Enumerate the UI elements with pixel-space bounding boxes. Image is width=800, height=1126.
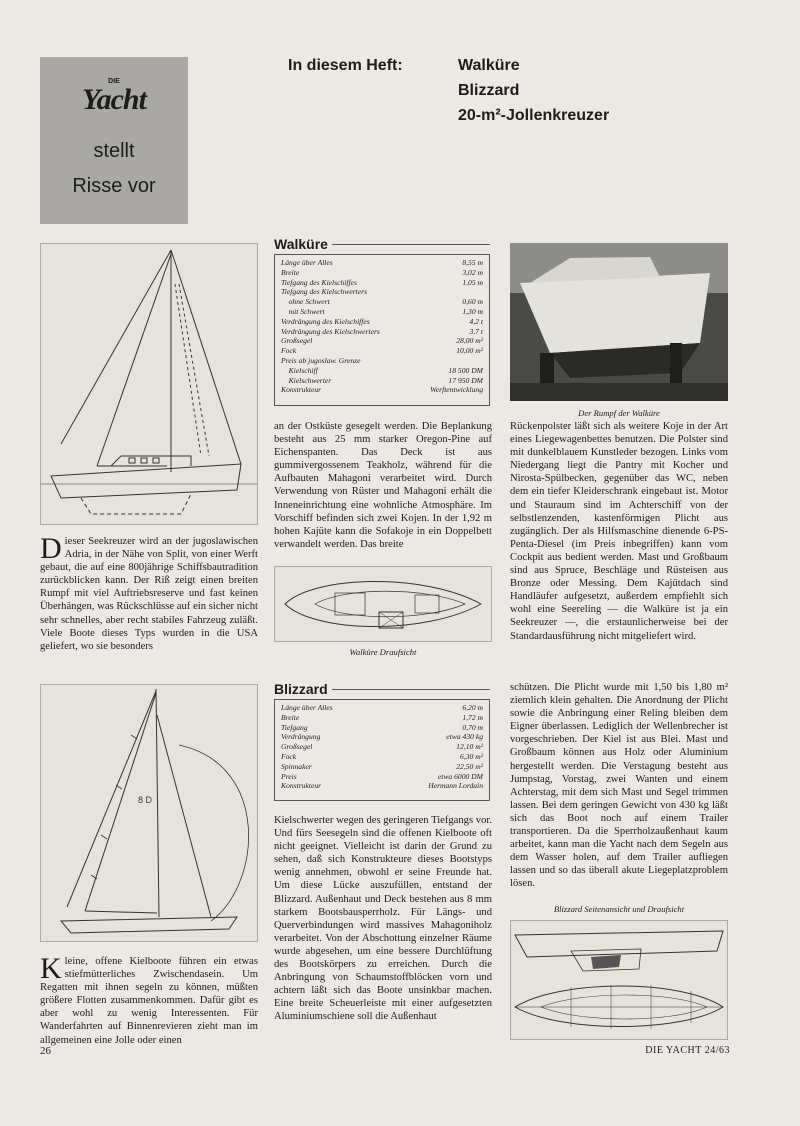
spec-label: Großsegel [281,336,313,346]
spec-label: Konstrukteur [281,385,322,395]
masthead-box [40,57,188,224]
spec-value: 12,10 m² [456,742,483,752]
walkure-col3-text: Rückenpolster läßt sich als weitere Koje in der Art eines Liegewagenbettes benutzen. Die Polster sind mit dunkelblauem Kunstleder bezogen. Links vom Niedergang liegt die Pantry mit Kocher und Nirosta-Spülbecken, gegenüber das WC, neben dem ein tiefer Kleiderschrank eingebaut ist. Motor und Stauraum sind im Achterschiff von der selbstlenzenden, kastenförmigen Plicht aus zugänglich. Der als Hilfsmaschine dienende 6-PS-Penta-Diesel (im Preis inbegriffen) kann vom Cockpit aus bedient werden. Mast und Großbaum sind aus Spruce, Beschläge und Rüsteisen aus Bronze oder Messing. Dem Kajütdach sind Handläufer aufgesetzt, außerdem empfiehlt sich wohl eine Seereling — die Walküre ist ja ein Seekreuzer —, die erstaunlicherweise bei der Standardausführung nicht mitgeliefert wird. [510,421,728,642]
spec-label: Spinnaker [281,761,312,771]
walkure-col2 [274,420,492,551]
spec-row [281,356,483,366]
yacht-logo: Yacht [82,83,146,116]
spec-row [281,732,483,742]
spec-row [281,366,483,376]
spec-value: 0,70 m [462,722,483,732]
walkure-col3 [510,420,728,643]
spec-value: etwa 6000 DM [437,771,483,781]
walkure-plan-caption: Walküre Draufsicht [349,647,417,657]
spec-value: 3,02 m [462,267,483,277]
spec-value: 1,30 m [462,306,483,316]
walkure-title: Walküre [274,236,328,252]
blizzard-side-top-drawing [511,921,727,1039]
spec-row [281,287,483,297]
blizzard-col1-text: leine, offene Kielboote führen ein etwas stiefmütterliches Zwischendasein. Um Regatten mit ihnen segeln zu können, müßten größere Flotten zusammenkommen. Dafür gibt es aber wohl zu wenig Interessenten. Für Wanderfahrten auf Binnenrevieren zieht man im allgemeinen eine Jolle oder einen [40,956,258,1046]
contents-item-3: 20-m²-Jollenkreuzer [458,107,610,124]
blizzard-title: Blizzard [274,681,328,697]
blizzard-col3 [510,681,728,891]
issue-label: DIE YACHT 24/63 [645,1045,730,1056]
sail-number: 8 D [138,795,153,805]
spec-value: 17 950 DM [448,375,483,385]
walkure-sailplan-drawing [41,244,257,524]
blizzard-heading [274,681,490,697]
spec-row [281,317,483,327]
hull-photo-image [510,243,728,401]
spec-row [281,742,483,752]
spec-value: 18 500 DM [448,365,483,375]
blizzard-col2 [274,814,492,1024]
blizzard-spec-table [274,699,490,801]
masthead-line1: stellt [93,140,135,162]
contents-label: In diesem Heft: [288,57,403,74]
spec-row [281,703,483,713]
spec-label: Preis [281,771,297,781]
spec-value: 0,60 m [462,297,483,307]
spec-row [281,268,483,278]
walkure-deck-plan [274,566,492,642]
blizzard-col2-text: Kielschwerter wegen des geringeren Tiefgangs vor. Und fürs Seesegeln sind die offenen Kielboote oft nicht geeignet. Vielleicht ist darin der Grund zu sehen, daß sich Konstrukteure dieses Bootstyps wenig annehmen, obwohl er seine Freunde hat. Um diese Lücke auszufüllen, entstand der Blizzard. Außenhaut und Deck bestehen aus 8 mm starkem Bootsbausperrholz. Für Längs- und Querverbindungen wird massives Mahagoniholz verarbeitet. Von der Abschottung einzelner Räume wurde abgesehen, um eine bessere Durchlüftung des Bootskörpers zu erreichen. Durch die Anbringung von Schaumstoffblöcken vorn und achtern läßt sich das Boote unsinkbar machen. Eine breite Scheuerleiste mit einer aufgesetzten Aluminiumschiene soll die Außenhaut [274,815,492,1023]
walkure-spec-table [274,254,490,406]
spec-value: 4,2 t [469,316,483,326]
blizzard-drawings [510,920,728,1040]
spec-row [281,713,483,723]
spec-value: 8,55 m [462,258,483,267]
spec-label: mit Schwert [281,306,325,316]
spec-label: Konstrukteur [281,781,322,791]
spec-value: 6,30 m² [460,751,483,761]
walkure-hull-photo [510,243,728,401]
spec-row [281,752,483,762]
spec-label: Länge über Alles [281,258,333,267]
walkure-col1-text: ieser Seekreuzer wird an der jugoslawischen Adria, in der Nähe von Split, von einer Werft gebaut, die auf eine 800jährige Schiffsbautradition zurückblicken kann. Der Riß zeigt einen breiten Rumpf mit viel Auftriebsreserve und fast keinen Überhängen, was Rückschlüsse auf ein sicher nicht sehr schnelles, aber recht stabiles Fahrzeug zuläßt. Viele Boote dieses Typs wurden in die USA geliefert, wo sie besonders [40,536,258,652]
spec-label: Verdrängung des Kielschiffes [281,316,370,326]
masthead-line2: Risse vor [72,175,156,197]
spec-row [281,723,483,733]
heading-rule [332,689,490,690]
spec-value: 10,00 m² [456,346,483,356]
walkure-heading [274,236,490,252]
spec-value: Werftentwicklung [430,385,483,395]
walkure-sail-plan [40,243,258,525]
spec-label: Fock [281,346,297,356]
spec-label: Tiefgang des Kielschiffes [281,277,357,287]
spec-label: Breite [281,267,300,277]
spec-label: Verdrängung des Kielschwerters [281,326,380,336]
spec-row [281,307,483,317]
page-number: 26 [40,1045,51,1057]
spec-row [281,385,483,395]
spec-label: ohne Schwert [281,297,330,307]
spec-label: Verdrängung [281,732,321,742]
walkure-col2-text: an der Ostküste gesegelt werden. Die Beplankung besteht aus 25 mm starker Oregon-Pine auf Eichenspanten. Das Deck ist aus gummivergossenem Teakholz, während für die Aufbauten Mahagoni verarbeitet wird. Durch Verwendung von Rüster und Mahagoni erhält die Inneneinrichtung eine wohnliche Atmosphäre. Im Vorschiff befinden sich zwei Kojen. In der 1,92 m hohen Kajüte kann die Sofakoje in ein Doppelbett verwandelt werden. Das breite [274,421,492,550]
spec-label: Länge über Alles [281,703,333,712]
spec-row [281,278,483,288]
blizzard-col3-text: schützen. Die Plicht wurde mit 1,50 bis 1,80 m² ziemlich klein gehalten. Die Anordnung der Plicht sowie die Anbringung einer Reling bleiben dem Eigner überlassen. Lediglich der Wellenbrecher ist vorgeschrieben. Der Kiel ist aus Blei. Mast und Großbaum können aus Holz oder Aluminium hergestellt werden. Die Verstagung besteht aus Jumpstag, Vorstag, zwei Wanten und einem Achterstag, mit dem sich Mast und Segel trimmen lassen. Bei dem geringen Gewicht von 430 kg läßt sich das Boot noch auf einem Trailer transportieren. Da die Sperrholzaußenhaut kaum arbeitet, kann man die Yacht nach dem Segeln aus dem Wasser holen, auf dem Trailer aufliegen lassen und so das überall akute Liegeplatzproblem lösen. [510,682,728,890]
spec-value: 1,05 m [462,277,483,287]
spec-label: Fock [281,751,297,761]
walkure-col1-paragraph [40,532,258,653]
heading-rule [332,244,490,245]
spec-row [281,772,483,782]
contents-item-2: Blizzard [458,82,520,99]
spec-label: Kielschiff [281,365,318,375]
spec-value: 6,20 m [462,703,483,712]
blizzard-col1 [40,952,258,1047]
contents-item-1: Walküre [458,57,520,74]
spec-label: Breite [281,712,300,722]
blizzard-sail-plan [40,684,258,942]
dropcap: D [40,532,62,565]
spec-row [281,297,483,307]
spec-label: Kielschwerter [281,375,332,385]
spec-value: 1,72 m [462,712,483,722]
blizzard-col1-paragraph [40,952,258,1047]
spec-value: Hermann Lordain [428,781,483,791]
spec-label: Preis ab jugoslaw. Grenze [281,355,361,365]
spec-value: 22,50 m² [456,761,483,771]
blizzard-fig-caption: Blizzard Seitenansicht und Draufsicht [553,904,685,914]
spec-label: Großsegel [281,742,313,752]
spec-row [281,762,483,772]
masthead-die: DIE [108,78,120,85]
walkure-photo-caption: Der Rumpf der Walküre [578,408,660,418]
spec-row [281,376,483,386]
spec-row [281,781,483,791]
walkure-col1 [40,532,258,653]
spec-value: 3,7 t [469,326,483,336]
spec-row [281,258,483,268]
spec-value: 28,00 m² [456,336,483,346]
spec-row [281,346,483,356]
dropcap: K [40,952,62,985]
spec-row [281,327,483,337]
spec-label: Tiefgang [281,722,308,732]
spec-row [281,336,483,346]
spec-label: Tiefgang des Kielschwerters [281,287,368,297]
spec-value: etwa 430 kg [446,732,483,742]
blizzard-sailplan-drawing [41,685,257,941]
deck-plan-drawing [275,567,491,641]
